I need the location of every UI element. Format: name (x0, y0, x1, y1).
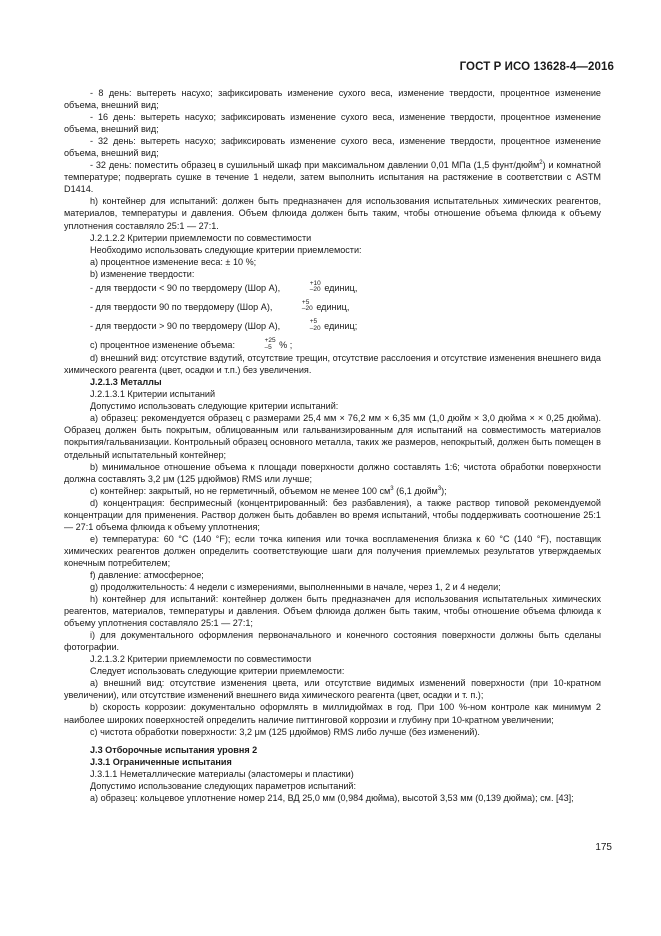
list-item: а) образец: рекомендуется образец с размерами 25,4 мм × 76,2 мм × 6,35 мм (1,0 дюйм × 3,0 дюйма × × 0,25 дюйма). Образец должен быть покрытым, облицованным или гальванизированным для испытаний на совместимость материалов покрытия/гальванизации. Контрольный образец основного металла, таких же размеров, непокрытый, должен быть помещен в отдельный испытательный контейнер; (64, 413, 601, 460)
paragraph: Необходимо использовать следующие критерии приемлемости: (90, 244, 362, 255)
text: % ; (279, 340, 293, 351)
list-item: g) продолжительность: 4 недели с измерениями, выполненными в начале, через 1, 2 и 4 недели; (90, 582, 501, 593)
text: - для твердости < 90 по твердомеру (Шор А), (90, 282, 281, 293)
subsection-heading: J.2.1.2.2 Критерии приемлемости по совместимости (90, 232, 312, 243)
list-item: d) концентрация: беспримесный (концентрированный: без разбавления), а также раствор типовой рекомендуемой концентрации для применения. Раствор должен быть добавлен во время испытаний, чтобы поддерживать соотношение 25:1 — 27:1 объема флюида к объему уплотнения; (64, 497, 601, 532)
tolerance (276, 300, 313, 313)
tolerance-lower: –5 (264, 343, 272, 351)
subsection-heading: J.2.1.3.2 Критерии приемлемости по совместимости (90, 654, 312, 665)
text: единиц, (316, 301, 350, 312)
text: - 32 день: поместить образец в сушильный шкаф при максимальном давлении 0,01 МПа (1,5 фунт/дюйм (90, 160, 540, 171)
list-item: а) внешний вид: отсутствие изменения цвета, или отсутствие видимых изменений поверхности (при 10-кратном увеличении), или отсутствие изменений внешнего вида химического реагента (цвет, осадки и т. п.); (64, 678, 601, 701)
paragraph: Допустимо использование следующих параметров испытаний: (90, 780, 357, 791)
text: ) и комнатной температуре; подвергать сушке в течение 1 недели, затем выполнить испытания на растяжение в соответствии с ASTM D1414. (64, 160, 601, 195)
tolerance (284, 281, 321, 294)
tolerance-upper: +10 (309, 279, 321, 287)
paragraph: - 16 день: вытереть насухо; зафиксировать изменение сухого веса, изменение твердости, процентное изменение объема, внешний вид; (64, 112, 601, 135)
document-body (64, 87, 601, 804)
paragraph: Следует использовать следующие критерии приемлемости: (90, 666, 345, 677)
list-item: b) минимальное отношение объема к площади поверхности должно составлять 1:6; чистота обработки поверхности должна составлять 3,2 μм (125 μдюймов) RMS или лучше; (64, 461, 601, 484)
list-item (64, 298, 601, 314)
paragraph: Допустимо использовать следующие критерии испытаний: (90, 401, 339, 412)
list-item: c) чистота обработки поверхности: 3,2 μм (125 μдюймов) RMS либо лучше (без изменений). (90, 726, 480, 737)
text: (6,1 дюйм (393, 485, 438, 496)
text: единиц; (324, 320, 358, 331)
superscript: 3 (437, 485, 442, 492)
tolerance-lower: –20 (309, 324, 321, 332)
paragraph: - 32 день: вытереть насухо; зафиксировать изменение сухого веса, изменение твердости, процентное изменение объема, внешний вид; (64, 136, 601, 159)
tolerance-lower: –20 (309, 286, 321, 294)
section-heading: J.2.1.3 Металлы (90, 377, 162, 388)
text: ); (441, 485, 447, 496)
text: - для твердости 90 по твердомеру (Шор А), (90, 301, 273, 312)
list-item: d) внешний вид: отсутствие вздутий, отсутствие трещин, отсутствие расслоения и отсутствие изменения внешнего вида химического реагента (цвет, осадки и т.п.) без увеличения. (64, 353, 601, 376)
tolerance (284, 319, 321, 332)
list-item: b) изменение твердости: (90, 268, 195, 279)
tolerance-lower: –20 (301, 305, 313, 313)
superscript: 3 (390, 485, 394, 492)
subsection-heading: J.3.1.1 Неметаллические материалы (эластомеры и пластики) (90, 768, 354, 779)
tolerance-upper: +5 (301, 298, 310, 306)
list-item (64, 485, 601, 497)
subsection-heading: J.2.1.3.1 Критерии испытаний (90, 389, 216, 400)
list-item (64, 279, 601, 295)
list-item: а) процентное изменение веса: ± 10 %; (90, 256, 257, 267)
section-heading: J.3 Отборочные испытания уровня 2 (90, 744, 258, 755)
text: c) процентное изменение объема: (90, 340, 236, 351)
tolerance-upper: +5 (309, 318, 318, 326)
list-item: f) давление: атмосферное; (90, 569, 204, 580)
section-heading: J.3.1 Ограниченные испытания (90, 756, 232, 767)
tolerance (239, 338, 276, 351)
list-item: i) для документального оформления первоначального и конечного состояния поверхности должны быть сделаны фотографии. (64, 630, 601, 653)
document-header: ГОСТ Р ИСО 13628-4—2016 (459, 61, 614, 73)
text: c) контейнер: закрытый, но не герметичный, объемом не менее 100 см (90, 485, 391, 496)
tolerance-upper: +25 (264, 337, 276, 345)
text: - для твердости > 90 по твердомеру (Шор А), (90, 320, 281, 331)
list-item: е) температура: 60 °С (140 °F); если точка кипения или точка воспламенения близка к 60 °С (140 °F), поставщик химических реагентов должен определить соответствующие шаги для получения приемлемых результатов утверждаемых конечным потребителем; (64, 533, 601, 568)
list-item: h) контейнер для испытаний: контейнер должен быть предназначен для использования испытательных химических реагентов, материалов, температуры и давления. Объем флюида должен быть таким, чтобы отношение объема флюида к объему уплотнения составляло 25:1 — 27:1; (64, 594, 601, 629)
list-item (64, 339, 601, 352)
superscript: 2 (539, 160, 543, 167)
list-item: а) образец: кольцевое уплотнение номер 214, ВД 25,0 мм (0,984 дюйма), высотой 3,53 мм (0,139 дюйма); см. [43]; (90, 792, 574, 803)
list-item (64, 320, 601, 333)
text: единиц, (324, 282, 358, 293)
paragraph: h) контейнер для испытаний: должен быть предназначен для использования испытательных химических реагентов, материалов, температуры и давления. Объем флюида должен быть таким, чтобы отношение объема флюида к объему уплотнения составляло 25:1 — 27:1. (64, 196, 601, 231)
page-number: 175 (595, 842, 612, 853)
list-item: b) скорость коррозии: документально оформлять в миллидюймах в год. При 100 %-ном контроле как минимум 2 наиболее широких поверхностей определить наличие питтинговой коррозии и глубину при 10-кратном увеличении; (64, 702, 601, 725)
paragraph (64, 159, 601, 195)
paragraph: - 8 день: вытереть насухо; зафиксировать изменение сухого веса, изменение твердости, процентное изменение объема, внешний вид; (64, 88, 601, 111)
